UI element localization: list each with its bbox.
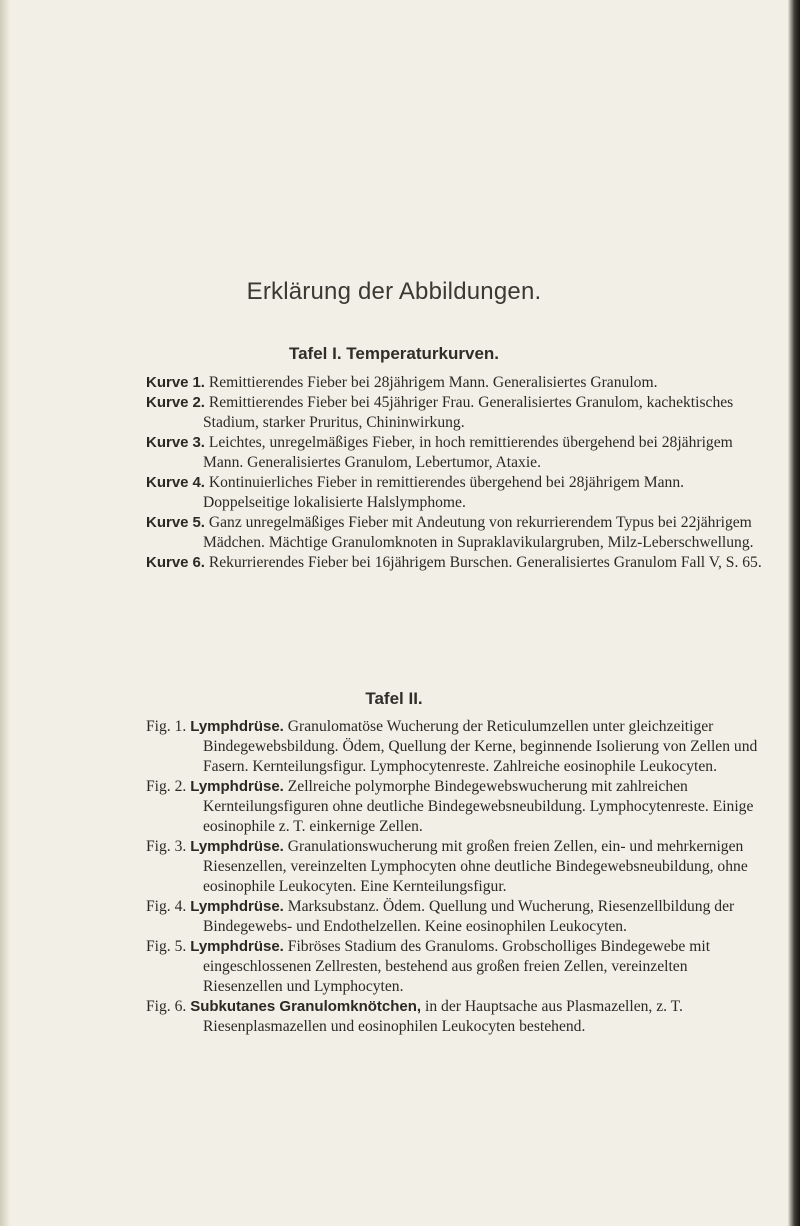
figure-entry	[146, 777, 762, 837]
entry-number: 4.	[174, 898, 187, 915]
entry-text: Leichtes, unregelmäßiges Fieber, in hoch remittierendes übergehend bei 28jährigem Mann. Generalisiertes Granulom, Lebertumor, Ataxie.	[203, 434, 733, 471]
curve-entry	[146, 393, 762, 433]
curve-entry	[146, 373, 762, 393]
organ-label: Subkutanes Granulomknötchen,	[190, 998, 422, 1015]
entry-text: Remittierendes Fieber bei 28jährigem Mann. Generalisiertes Granulom.	[208, 374, 658, 391]
entry-number: 6.	[192, 554, 205, 571]
entry-label: Kurve	[146, 474, 189, 491]
entry-text: Rekurrierendes Fieber bei 16jährigem Burschen. Generalisiertes Granulom Fall V, S. 65.	[208, 554, 762, 571]
entry-text: Granulationswucherung mit großen freien Zellen, ein- und mehrkernigen Riesenzellen, vereinzelten Lymphocyten ohne deutliche Bindegewebsneubildung, ohne eosinophile Leukocyten. Eine Kernteilungsfigur.	[203, 838, 748, 895]
entry-number: 5.	[174, 938, 187, 955]
entry-number: 2.	[192, 394, 205, 411]
entry-text: Kontinuierliches Fieber in remittierendes übergehend bei 28jährigem Mann. Doppelseitige lokalisierte Halslymphome.	[203, 474, 685, 511]
curve-entry	[146, 473, 762, 513]
entry-label: Kurve	[146, 514, 189, 531]
tafel-2-entries	[146, 717, 762, 1037]
entry-label: Kurve	[146, 554, 189, 571]
page-heading: Erklärung der Abbildungen.	[246, 278, 542, 305]
page-edge-shadow	[788, 0, 800, 1226]
entry-text: Marksubstanz. Ödem. Quellung und Wucherung, Riesenzellbildung der Bindegewebs- und Endothelzellen. Keine eosinophilen Leukocyten.	[203, 898, 735, 935]
figure-entry	[146, 997, 762, 1037]
entry-text: Remittierendes Fieber bei 45jähriger Frau. Generalisiertes Granulom, kachektisches Stadium, starker Pruritus, Chininwirkung.	[203, 394, 734, 431]
entry-label: Fig.	[146, 938, 171, 955]
entry-text: in der Hauptsache aus Plasmazellen, z. T. Riesenplasmazellen und eosinophilen Leukocyten bestehend.	[203, 998, 683, 1035]
organ-label: Lymphdrüse.	[190, 938, 284, 955]
entry-text: Fibröses Stadium des Granuloms. Grobscholliges Bindegewebe mit eingeschlossenen Zellresten, bestehend aus großen freien Zellen, vereinzelten Riesenzellen und Lymphocyten.	[203, 938, 711, 995]
curve-entry	[146, 513, 762, 553]
entry-label: Fig.	[146, 778, 171, 795]
organ-label: Lymphdrüse.	[190, 718, 284, 735]
entry-text: Zellreiche polymorphe Bindegewebswucherung mit zahlreichen Kernteilungsfiguren ohne deutliche Bindegewebsneubildung. Lymphocytenreste. Einige eosinophile z. T. einkernige Zellen.	[203, 778, 754, 835]
entry-number: 3.	[174, 838, 187, 855]
entry-number: 1.	[174, 718, 187, 735]
figure-entry	[146, 717, 762, 777]
entry-number: 6.	[174, 998, 187, 1015]
entry-label: Kurve	[146, 434, 189, 451]
entry-label: Fig.	[146, 718, 171, 735]
curve-entry	[146, 433, 762, 473]
page-gutter-shadow	[0, 0, 10, 1226]
entry-number: 2.	[174, 778, 187, 795]
curve-entry	[146, 553, 762, 573]
tafel-2-title: Tafel II.	[365, 689, 423, 708]
organ-label: Lymphdrüse.	[190, 898, 284, 915]
figure-entry	[146, 937, 762, 997]
tafel-1-entries	[146, 373, 762, 573]
entry-label: Fig.	[146, 998, 171, 1015]
figure-entry	[146, 837, 762, 897]
entry-label: Fig.	[146, 838, 171, 855]
entry-text: Granulomatöse Wucherung der Reticulumzellen unter gleichzeitiger Bindegewebsbildung. Ödem, Quellung der Kerne, beginnende Isolierung von Zellen und Fasern. Kernteilungsfigur. Lymphocytenreste. Zahlreiche eosinophile Leukocyten.	[203, 718, 758, 775]
figure-entry	[146, 897, 762, 937]
entry-text: Ganz unregelmäßiges Fieber mit Andeutung von rekurrierendem Typus bei 22jährigem Mädchen. Mächtige Granulomknoten in Supraklavikulargruben, Milz-Leberschwellung.	[203, 514, 754, 551]
entry-number: 1.	[192, 374, 205, 391]
organ-label: Lymphdrüse.	[190, 778, 284, 795]
entry-number: 5.	[192, 514, 205, 531]
tafel-1-title: Tafel I. Temperaturkurven.	[288, 344, 500, 363]
entry-label: Fig.	[146, 898, 171, 915]
entry-label: Kurve	[146, 394, 189, 411]
entry-label: Kurve	[146, 374, 189, 391]
organ-label: Lymphdrüse.	[190, 838, 284, 855]
entry-number: 3.	[192, 434, 205, 451]
entry-number: 4.	[192, 474, 205, 491]
